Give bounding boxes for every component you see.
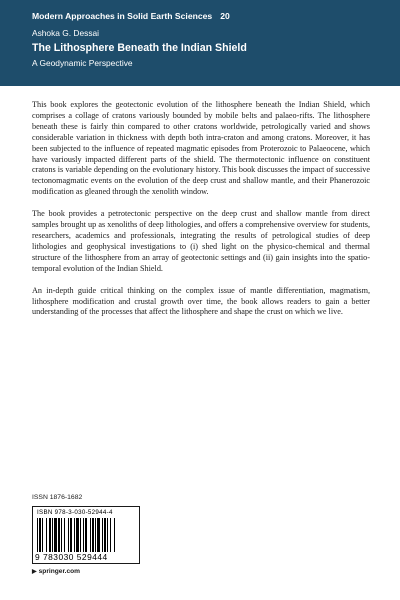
isbn-barcode [32, 506, 140, 564]
barcode-digits: 9 783030 529444 [35, 552, 108, 562]
barcode-bars [37, 518, 137, 552]
issn: ISSN 1876-1682 [32, 494, 83, 501]
arrow-right-icon: ▶ [32, 569, 37, 575]
author-name: Ashoka G. Dessai [32, 28, 100, 38]
blurb [32, 100, 370, 329]
blurb-paragraph-1: This book explores the geotectonic evolution of the lithosphere beneath the Indian Shield, which comprises a collage of cratons variously bounded by mobile belts and palaeo-rifts. The lithosphere beneath these is fairly thin compared to other cratons worldwide, petrologically varied and shows considerable variation in thickness with depth both intra-craton and among cratons. Moreover, it has been subjected to the influence of repeated magmatic episodes from Proterozoic to Palaeocene, which have variously impacted different parts of the shield. The thermotectonic influence on constituent cratons is variable depending on the evolutionary history. This book discusses the impact of successive tectonomagmatic events on the evolution of the deep crust and shallow mantle, and their Phanerozoic modification as gleaned through the xenolith window. [32, 100, 370, 197]
blurb-paragraph-2: The book provides a petrotectonic perspective on the deep crust and shallow mantle from direct samples brought up as xenoliths of deep lithologies, and offers a comprehensive overview for students, researchers, academics and professionals, integrating the results of petrological studies of deep lithologies and geophysical investigations to (i) shed light on the physico-chemical and thermal structure of the lithosphere from an array of geotectonic settings and (ii) gain insights into the spatio-temporal evolution of the Indian Shield. [32, 209, 370, 273]
publisher-link-text: springer.com [38, 568, 81, 575]
book-title: The Lithosphere Beneath the Indian Shield [32, 42, 247, 54]
series-name: Modern Approaches in Solid Earth Sciences [32, 11, 213, 21]
header-band [0, 0, 400, 86]
book-subtitle: A Geodynamic Perspective [32, 58, 133, 68]
isbn-label: ISBN 978-3-030-52944-4 [37, 509, 113, 516]
blurb-paragraph-3: An in-depth guide critical thinking on the complex issue of mantle differentiation, magmatism, lithosphere modification and crustal growth over time, the book allows readers to gain a better understanding of the processes that affect the lithosphere and shape the crust on which we live. [32, 285, 370, 317]
series-number: 20 [220, 11, 230, 21]
publisher-link[interactable] [32, 568, 80, 575]
series-line [32, 11, 230, 21]
